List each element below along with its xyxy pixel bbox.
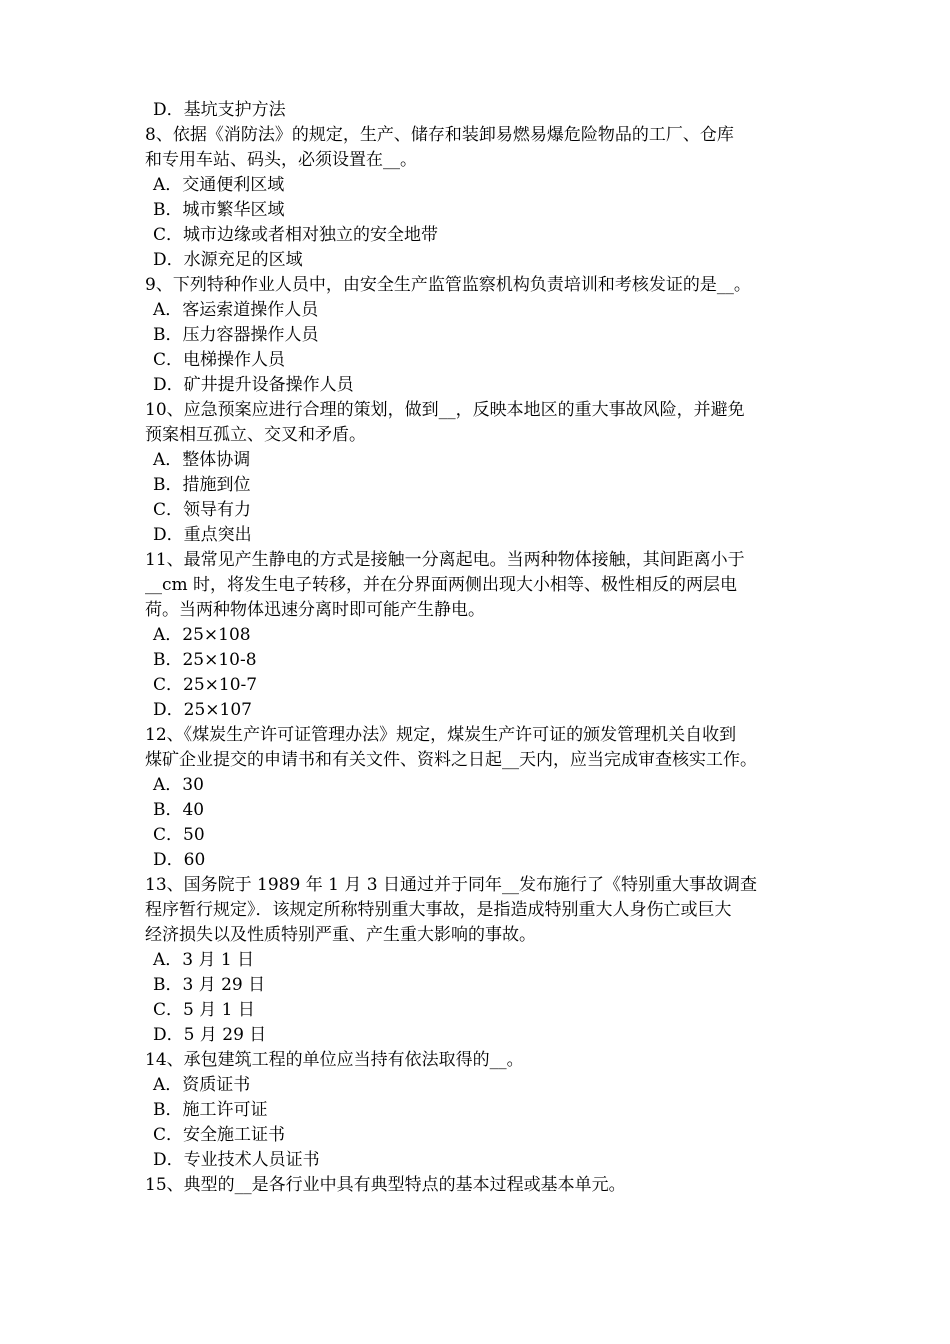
answer-option-line: D．基坑支护方法 <box>153 100 286 120</box>
question-text-line: 14、承包建筑工程的单位应当持有依法取得的__。 <box>145 1050 524 1070</box>
answer-option-line: D．60 <box>153 850 206 870</box>
answer-option-line: C．电梯操作人员 <box>153 350 286 370</box>
question-text-line: 13、国务院于 1989 年 1 月 3 日通过并于同年__发布施行了《特别重大事故调查 <box>145 875 757 895</box>
question-text-line: 12、《煤炭生产许可证管理办法》规定，煤炭生产许可证的颁发管理机关自收到 <box>145 725 737 745</box>
question-text-line: 9、下列特种作业人员中，由安全生产监管监察机构负责培训和考核发证的是__。 <box>145 275 751 295</box>
question-text-line: 程序暂行规定》．该规定所称特别重大事故，是指造成特别重大人身伤亡或巨大 <box>145 900 732 920</box>
answer-option-line: C．25×10-7 <box>153 675 258 695</box>
answer-option-line: A．30 <box>153 775 204 795</box>
question-text-line: 10、应急预案应进行合理的策划，做到__，反映本地区的重大事故风险，并避免 <box>145 400 745 420</box>
answer-option-line: C．50 <box>153 825 205 845</box>
answer-option-line: D．专业技术人员证书 <box>153 1150 320 1170</box>
answer-option-line: D．水源充足的区域 <box>153 250 303 270</box>
answer-option-line: A．交通便利区域 <box>153 175 285 195</box>
question-text-line: 预案相互孤立、交叉和矛盾。 <box>145 425 366 445</box>
answer-option-line: D．矿井提升设备操作人员 <box>153 375 354 395</box>
question-text-line: 11、最常见产生静电的方式是接触一分离起电。当两种物体接触，其间距离小于 <box>145 550 745 570</box>
question-text-line: __cm 时，将发生电子转移，并在分界面两侧出现大小相等、极性相反的两层电 <box>145 575 738 595</box>
answer-option-line: A．3 月 1 日 <box>153 950 255 970</box>
answer-option-line: C．领导有力 <box>153 500 252 520</box>
question-text-line: 15、典型的__是各行业中具有典型特点的基本过程或基本单元。 <box>145 1175 626 1195</box>
answer-option-line: B．压力容器操作人员 <box>153 325 319 345</box>
exam-questions-body <box>145 98 810 1198</box>
answer-option-line: C．5 月 1 日 <box>153 1000 255 1020</box>
answer-option-line: D．5 月 29 日 <box>153 1025 267 1045</box>
question-text-line: 经济损失以及性质特别严重、产生重大影响的事故。 <box>145 925 536 945</box>
answer-option-line: A．整体协调 <box>153 450 251 470</box>
answer-option-line: D．25×107 <box>153 700 252 720</box>
answer-option-line: A．客运索道操作人员 <box>153 300 319 320</box>
answer-option-line: B．40 <box>153 800 205 820</box>
question-text-line: 和专用车站、码头，必须设置在__。 <box>145 150 417 170</box>
answer-option-line: B．施工许可证 <box>153 1100 268 1120</box>
answer-option-line: B．25×10-8 <box>153 650 257 670</box>
answer-option-line: D．重点突出 <box>153 525 252 545</box>
question-text-line: 荷。当两种物体迅速分离时即可能产生静电。 <box>145 600 485 620</box>
answer-option-line: A．资质证书 <box>153 1075 251 1095</box>
question-text-line: 煤矿企业提交的申请书和有关文件、资料之日起__天内，应当完成审查核实工作。 <box>145 750 757 770</box>
answer-option-line: B．3 月 29 日 <box>153 975 266 995</box>
answer-option-line: B．城市繁华区域 <box>153 200 285 220</box>
answer-option-line: C．城市边缘或者相对独立的安全地带 <box>153 225 439 245</box>
question-text-line: 8、依据《消防法》的规定，生产、储存和装卸易燃易爆危险物品的工厂、仓库 <box>145 125 734 145</box>
answer-option-line: C．安全施工证书 <box>153 1125 286 1145</box>
answer-option-line: B．措施到位 <box>153 475 251 495</box>
answer-option-line: A．25×108 <box>153 625 251 645</box>
